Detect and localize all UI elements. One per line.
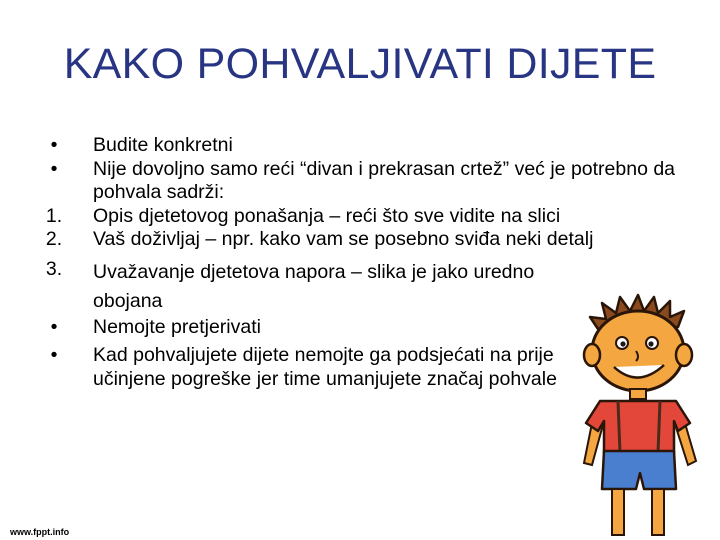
bullet-marker: • xyxy=(50,315,58,338)
list-item-text: Nemojte pretjerivati xyxy=(93,315,261,338)
bullet-marker: • xyxy=(50,344,58,366)
number-marker: 2. xyxy=(45,228,63,250)
slide-title: KAKO POHVALJIVATI DIJETE xyxy=(63,40,657,88)
list-item xyxy=(28,205,718,229)
list-item xyxy=(28,134,718,158)
number-marker: 1. xyxy=(45,204,63,227)
shirt xyxy=(586,401,690,453)
list-item-text: Uvažavanje djetetova napora – slika je jako uredno obojana xyxy=(93,260,535,312)
list-item xyxy=(28,158,718,205)
bullet-marker: • xyxy=(50,157,58,180)
bullet-marker: • xyxy=(50,134,58,156)
list-item xyxy=(28,228,718,252)
face xyxy=(592,311,684,391)
list-item-text: Budite konkretni xyxy=(93,134,233,156)
cartoon-boy-illustration xyxy=(580,293,710,537)
list-item-text: Opis djetetovog ponašanja – reći što sve vidite na slici xyxy=(93,204,561,227)
shorts xyxy=(602,451,676,489)
list-item-text: Kad pohvaljujete dijete nemojte ga podsjećati na prije učinjene pogreške jer time umanjujete značaj pohvale xyxy=(93,344,557,390)
list-item-text: Nije dovoljno samo reći “divan i prekrasan crtež” već je potrebno da pohvala sadrži: xyxy=(93,157,676,203)
footer-website: www.fppt.info xyxy=(10,527,70,537)
list-item-text: Vaš doživljaj – npr. kako vam se posebno sviđa neki detalj xyxy=(93,228,594,250)
number-marker: 3. xyxy=(45,257,63,280)
